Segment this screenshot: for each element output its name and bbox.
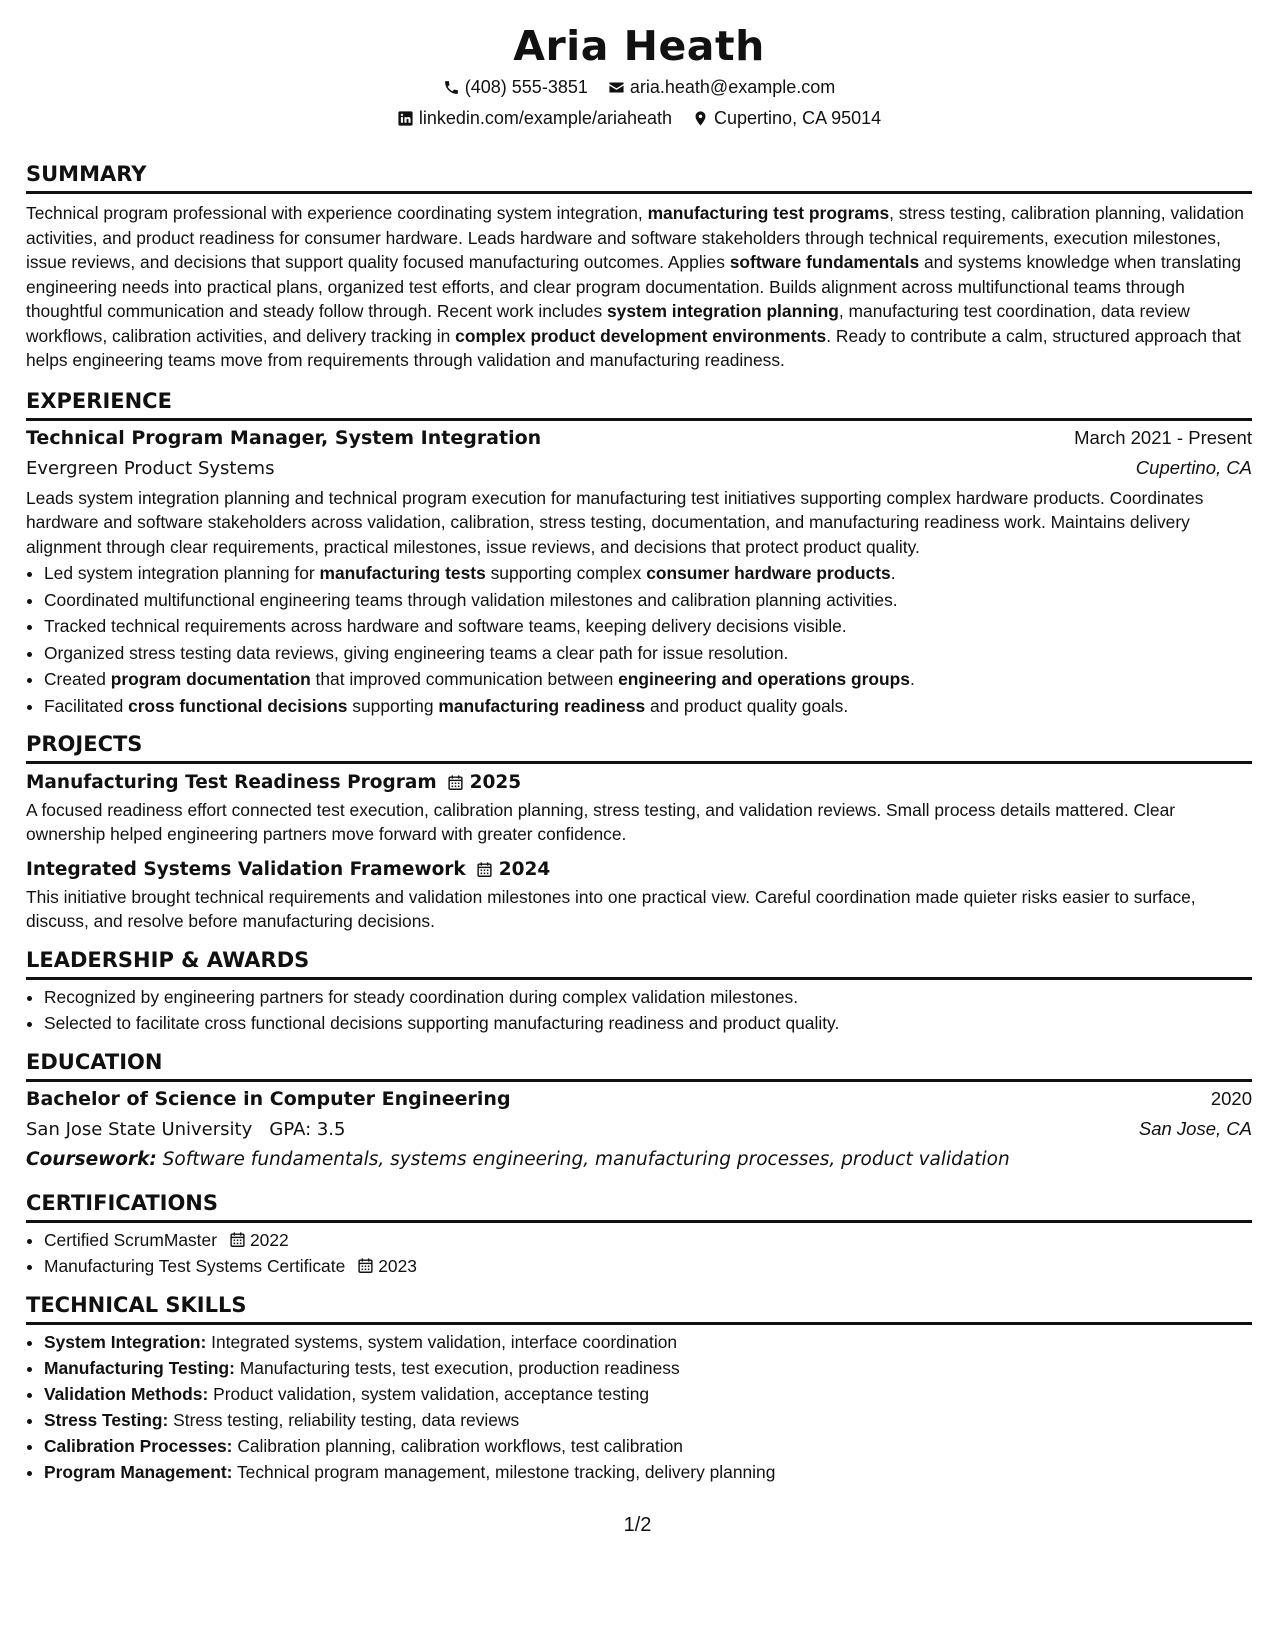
list-item: • Recognized by engineering partners for steady coordination during complex validation milestones. bbox=[44, 984, 1252, 1010]
list-item bbox=[44, 1381, 1252, 1407]
project-item bbox=[26, 855, 1252, 934]
list-item bbox=[44, 1459, 1252, 1485]
projects-section bbox=[26, 730, 1252, 934]
linkedin-contact[interactable] bbox=[397, 103, 672, 134]
phone-contact bbox=[443, 72, 588, 103]
section-title-education: EDUCATION bbox=[26, 1048, 1252, 1082]
bullet-highlight: cross functional decisions bbox=[128, 695, 348, 716]
cert-year bbox=[229, 1227, 289, 1253]
list-item bbox=[44, 666, 1252, 693]
project-name: Manufacturing Test Readiness Program bbox=[26, 771, 437, 793]
education-header-row bbox=[26, 1084, 1252, 1114]
list-item: • Coordinated multifunctional engineering teams through validation milestones and calibration planning activities. bbox=[44, 587, 1252, 614]
list-item bbox=[44, 1407, 1252, 1433]
section-title-leadership: LEADERSHIP & AWARDS bbox=[26, 946, 1252, 980]
skill-value: Integrated systems, system validation, interface coordination bbox=[206, 1331, 678, 1352]
leadership-section bbox=[26, 946, 1252, 1036]
list-item bbox=[44, 1355, 1252, 1381]
location-text: Cupertino, CA 95014 bbox=[714, 108, 882, 128]
job-description: Leads system integration planning and technical program execution for manufacturing test initiatives supporting complex hardware products. Coordinates hardware and software stakeholders across validation, calibration, stress testing, documentation, and manufacturing readiness work. Maintains delivery alignment through clear requirements, practical milestones, issue reviews, and decisions that protect product quality. bbox=[26, 487, 1204, 557]
education-section bbox=[26, 1048, 1252, 1175]
cert-year bbox=[357, 1253, 417, 1279]
email-text[interactable]: aria.heath@example.com bbox=[629, 77, 836, 97]
project-year-text: 2024 bbox=[498, 858, 551, 880]
skill-value: Technical program management, milestone tracking, delivery planning bbox=[232, 1461, 776, 1482]
calendar-icon bbox=[357, 1257, 374, 1274]
calendar-icon bbox=[476, 861, 493, 878]
job-bullets bbox=[26, 560, 1252, 720]
project-title-row bbox=[26, 768, 1252, 798]
page-number: 1/2 bbox=[623, 1514, 652, 1536]
contact-line-1 bbox=[26, 72, 1252, 103]
bullet-text: . bbox=[909, 669, 915, 690]
bullet-text: Facilitated bbox=[44, 695, 129, 716]
list-item bbox=[44, 1329, 1252, 1355]
section-title-certifications: CERTIFICATIONS bbox=[26, 1189, 1252, 1223]
summary-text: , manufacturing test coordination, data review workflows, calibration activities, and delivery tracking in bbox=[26, 301, 1190, 346]
bullet-text: and product quality goals. bbox=[645, 695, 849, 716]
bullet-highlight: program documentation bbox=[110, 669, 311, 690]
school-name: San Jose State University bbox=[26, 1118, 253, 1140]
coursework-text: Software fundamentals, systems engineering, manufacturing processes, product validation bbox=[156, 1148, 1010, 1170]
project-description: A focused readiness effort connected test execution, calibration planning, stress testing, and validation reviews. Small process details mattered. Clear ownership helped engineering partners move forward with greater confidence. bbox=[26, 799, 1176, 845]
resume-header bbox=[26, 20, 1252, 134]
resume-page bbox=[26, 20, 1252, 1485]
section-title-skills: TECHNICAL SKILLS bbox=[26, 1291, 1252, 1325]
project-year bbox=[476, 855, 551, 885]
graduation-year: 2020 bbox=[1210, 1087, 1252, 1109]
bullet-highlight: engineering and operations groups bbox=[618, 669, 910, 690]
candidate-name: Aria Heath bbox=[513, 22, 765, 70]
summary-paragraph bbox=[26, 201, 1252, 373]
education-school-row bbox=[26, 1114, 1252, 1145]
cert-year-text: 2023 bbox=[378, 1255, 417, 1276]
job-location: Cupertino, CA bbox=[1135, 456, 1252, 478]
section-title-summary: SUMMARY bbox=[26, 160, 1252, 194]
envelope-icon bbox=[608, 79, 625, 96]
summary-highlight: system integration planning bbox=[606, 301, 839, 321]
degree: Bachelor of Science in Computer Engineering bbox=[26, 1087, 511, 1110]
job-header-row bbox=[26, 423, 1252, 453]
school-info bbox=[26, 1115, 345, 1145]
location-contact bbox=[692, 103, 881, 134]
bullet-highlight: manufacturing tests bbox=[319, 563, 486, 583]
map-pin-icon bbox=[692, 110, 709, 127]
job-title: Technical Program Manager, System Integration bbox=[26, 426, 542, 449]
list-item bbox=[44, 693, 1252, 720]
skill-label: Validation Methods: bbox=[44, 1383, 209, 1404]
list-item bbox=[44, 1227, 1252, 1253]
section-title-experience: EXPERIENCE bbox=[26, 387, 1252, 421]
bullet-text: supporting bbox=[347, 695, 439, 716]
contact-line-2 bbox=[26, 103, 1252, 134]
summary-text: , stress testing, calibration planning, validation activities, and product readiness for consumer hardware. Leads hardware and software stakeholders through technical requirements, execution milestones, issue reviews, and decisions that support quality focused manufacturing outcomes. Applies bbox=[26, 203, 1244, 272]
skills-list bbox=[26, 1329, 1252, 1485]
skill-label: Calibration Processes: bbox=[44, 1435, 233, 1456]
cert-name: • Certified ScrumMaster bbox=[44, 1229, 217, 1250]
bullet-text: Created bbox=[44, 669, 111, 690]
list-item: • Organized stress testing data reviews, giving engineering teams a clear path for issue resolution. bbox=[44, 640, 1252, 667]
project-description: This initiative brought technical requirements and validation milestones into one practical view. Careful coordination made quieter risks easier to surface, discuss, and resolve before manufacturing decisions. bbox=[26, 886, 1196, 932]
list-item bbox=[44, 1433, 1252, 1459]
skill-label: System Integration: bbox=[44, 1331, 207, 1352]
gpa: GPA: 3.5 bbox=[269, 1118, 346, 1140]
summary-section bbox=[26, 160, 1252, 373]
bullet-text: that improved communication between bbox=[310, 669, 619, 690]
bullet-text: . bbox=[890, 563, 896, 583]
list-item: • Tracked technical requirements across hardware and software teams, keeping delivery decisions visible. bbox=[44, 613, 1252, 640]
leadership-list bbox=[26, 984, 1252, 1036]
calendar-icon bbox=[229, 1231, 246, 1248]
project-name: Integrated Systems Validation Framework bbox=[26, 858, 466, 880]
coursework bbox=[26, 1145, 1252, 1175]
skill-value: Calibration planning, calibration workflows, test calibration bbox=[232, 1435, 683, 1456]
skill-value: Product validation, system validation, acceptance testing bbox=[208, 1383, 650, 1404]
phone-icon bbox=[443, 79, 460, 96]
summary-text: . Ready to contribute a calm, structured approach that helps engineering teams move from requirements through validation and manufacturing readiness. bbox=[26, 325, 1241, 370]
section-title-projects: PROJECTS bbox=[26, 730, 1252, 764]
bullet-text: Led system integration planning for bbox=[44, 563, 320, 583]
skill-label: Manufacturing Testing: bbox=[44, 1357, 235, 1378]
skill-label: Stress Testing: bbox=[44, 1409, 169, 1430]
certifications-list bbox=[26, 1227, 1252, 1279]
job-org-row bbox=[26, 453, 1252, 484]
skills-section bbox=[26, 1291, 1252, 1485]
skill-value: Stress testing, reliability testing, data reviews bbox=[168, 1409, 520, 1430]
bullet-text: supporting complex bbox=[485, 563, 647, 583]
list-item: • Selected to facilitate cross functional decisions supporting manufacturing readiness and product quality. bbox=[44, 1010, 1252, 1036]
skill-value: Manufacturing tests, test execution, production readiness bbox=[234, 1357, 680, 1378]
certifications-section bbox=[26, 1189, 1252, 1279]
school-location: San Jose, CA bbox=[1138, 1117, 1252, 1139]
skill-label: Program Management: bbox=[44, 1461, 233, 1482]
summary-highlight: software fundamentals bbox=[729, 252, 920, 272]
job-company: Evergreen Product Systems bbox=[26, 457, 275, 479]
cert-name: • Manufacturing Test Systems Certificate bbox=[44, 1255, 346, 1276]
summary-text: and systems knowledge when translating engineering needs into practical plans, organized test efforts, and clear program documentation. Builds alignment across multifunctional teams through thoughtful communication and steady follow through. Recent work includes bbox=[26, 252, 1242, 321]
calendar-icon bbox=[447, 774, 464, 791]
experience-section bbox=[26, 387, 1252, 720]
project-title-row bbox=[26, 855, 1252, 885]
cert-year-text: 2022 bbox=[249, 1229, 289, 1250]
phone-text: (408) 555-3851 bbox=[464, 77, 588, 97]
job-dates: March 2021 - Present bbox=[1074, 426, 1252, 448]
summary-highlight: manufacturing test programs bbox=[647, 203, 890, 223]
linkedin-text[interactable]: linkedin.com/example/ariaheath bbox=[418, 108, 673, 128]
list-item bbox=[44, 560, 1252, 587]
summary-text: Technical program professional with experience coordinating system integration, bbox=[26, 203, 648, 223]
bullet-highlight: consumer hardware products bbox=[646, 563, 891, 583]
project-year-text: 2025 bbox=[469, 771, 522, 793]
project-year bbox=[447, 768, 522, 798]
summary-highlight: complex product development environments bbox=[455, 325, 827, 346]
linkedin-icon bbox=[397, 110, 414, 127]
project-item bbox=[26, 768, 1252, 847]
list-item bbox=[44, 1253, 1252, 1279]
coursework-label: Coursework: bbox=[26, 1148, 157, 1170]
email-contact[interactable] bbox=[608, 72, 835, 103]
bullet-highlight: manufacturing readiness bbox=[438, 695, 646, 716]
